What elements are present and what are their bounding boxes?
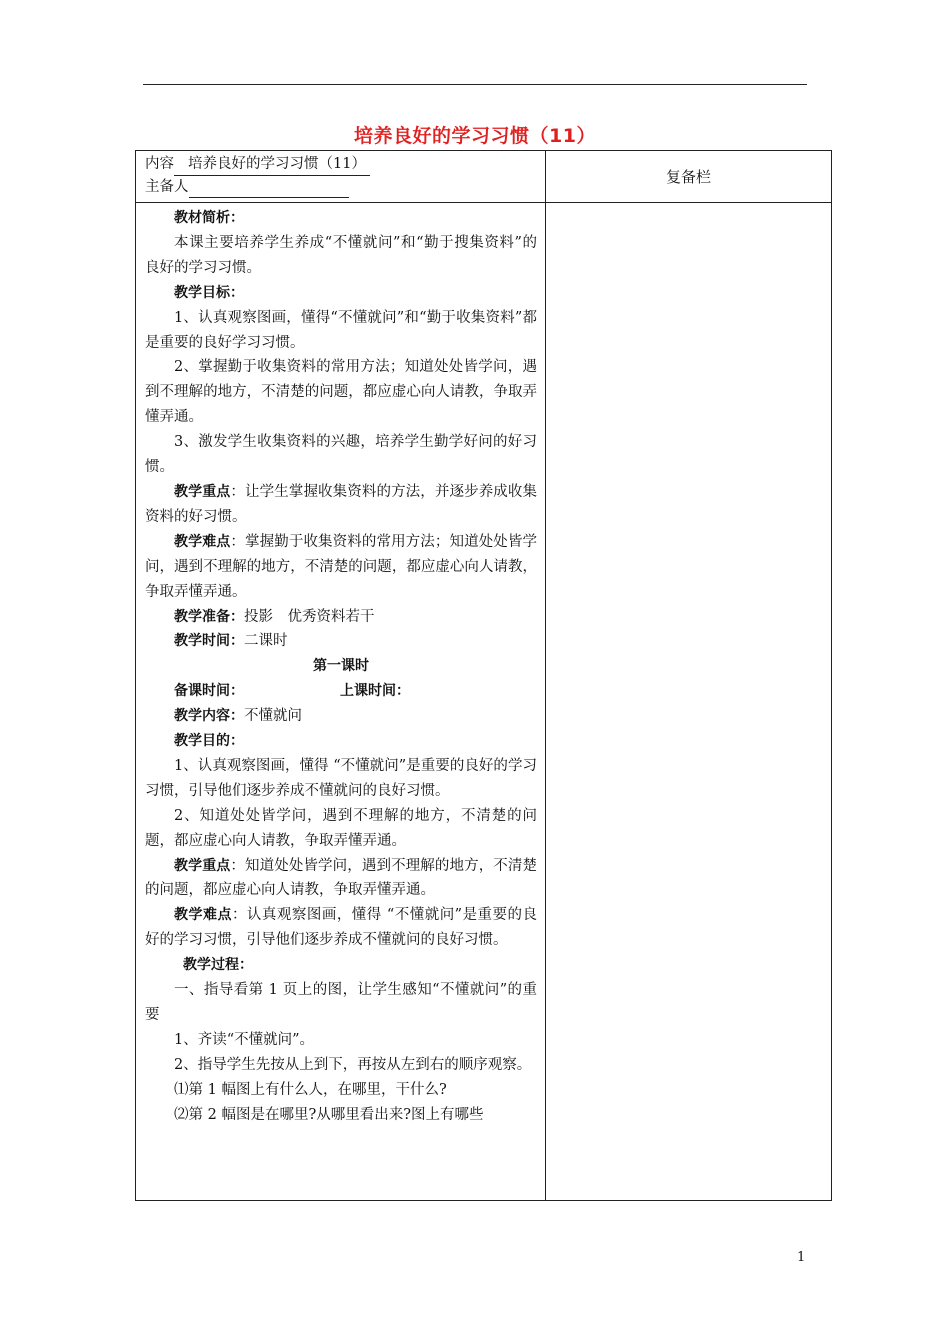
paragraph: 2、知道处处皆学问，遇到不理解的地方，不清楚的问题，都应虚心向人请教，争取弄懂弄通。 <box>145 807 537 849</box>
paragraph: ⑵第 2 幅图是在哪里?从哪里看出来?图上有哪些 <box>174 1106 484 1123</box>
page-number: 1 <box>797 1250 806 1265</box>
section-heading: 教学过程： <box>183 957 253 974</box>
lesson-content-cell <box>136 203 546 1201</box>
review-column-header: 复备栏 <box>546 151 832 203</box>
lesson-period-heading: 第一课时 <box>313 658 369 675</box>
paragraph-text: ：知道处处皆学问，遇到不理解的地方，不清楚的问题，都应虚心向人请教，争取弄懂弄通。 <box>145 857 538 899</box>
section-heading: 教学重点 <box>174 483 231 500</box>
section-heading: 教学目标： <box>174 284 244 301</box>
content-label: 内容 <box>145 156 174 172</box>
paragraph: 一、指导看第 1 页上的图，让学生感知“不懂就问”的重要 <box>145 982 537 1023</box>
paragraph-text: ：认真观察图画，懂得 “不懂就问”是重要的良好的学习习惯，引导他们逐步养成不懂就问的良好习惯。 <box>145 907 538 949</box>
paragraph: ⑴第 1 幅图上有什么人，在哪里，干什么? <box>174 1081 447 1098</box>
paragraph: 1、认真观察图画，懂得“不懂就问”和“勤于收集资料”都是重要的良好学习习惯。 <box>145 309 537 351</box>
header-rule <box>143 84 807 85</box>
section-heading: 教学目的： <box>174 733 244 750</box>
section-heading: 教学难点 <box>174 533 231 550</box>
paragraph-text: ：让学生掌握收集资料的方法，并逐步养成收集资料的好习惯。 <box>145 483 538 525</box>
header-cell <box>136 151 546 203</box>
section-heading: 教学难点 <box>174 907 232 924</box>
document-title: 培养良好的学习习惯（11） <box>354 125 596 147</box>
author-label: 主备人 <box>145 179 189 195</box>
paragraph: 1、齐读“不懂就问”。 <box>174 1031 315 1048</box>
paragraph-text: ：掌握勤于收集资料的常用方法；知道处处皆学问，遇到不理解的地方，不清楚的问题，都应虚心向人请教，争取弄懂弄通。 <box>145 533 538 600</box>
section-heading: 教学时间： <box>174 633 244 650</box>
paragraph-text: 不懂就问 <box>244 708 302 725</box>
class-time-label: 上课时间： <box>340 683 410 700</box>
paragraph: 3、激发学生收集资料的兴趣，培养学生勤学好问的好习惯。 <box>145 434 537 476</box>
paragraph-text: 二课时 <box>244 633 288 650</box>
content-value: 培养良好的学习习惯（11） <box>174 153 370 176</box>
section-heading: 教材简析： <box>174 210 244 226</box>
author-blank <box>189 179 349 198</box>
lesson-plan-table <box>135 150 832 1201</box>
paragraph: 本课主要培养学生养成“不懂就问”和“勤于搜集资料”的良好的学习习惯。 <box>145 234 537 276</box>
review-column-cell <box>546 203 832 1201</box>
paragraph: 2、掌握勤于收集资料的常用方法；知道处处皆学问，遇到不理解的地方，不清楚的问题，都应虚心向人请教，争取弄懂弄通。 <box>145 359 537 426</box>
paragraph: 1、认真观察图画，懂得 “不懂就问”是重要的良好的学习习惯，引导他们逐步养成不懂就问的良好习惯。 <box>145 757 537 799</box>
paragraph-text: 投影 优秀资料若干 <box>244 608 375 625</box>
section-heading: 教学内容： <box>174 708 244 725</box>
paragraph: 2、指导学生先按从上到下，再按从左到右的顺序观察。 <box>174 1056 532 1073</box>
section-heading: 教学准备： <box>174 608 244 625</box>
section-heading: 教学重点 <box>174 857 231 874</box>
prep-time-label: 备课时间： <box>174 683 244 700</box>
